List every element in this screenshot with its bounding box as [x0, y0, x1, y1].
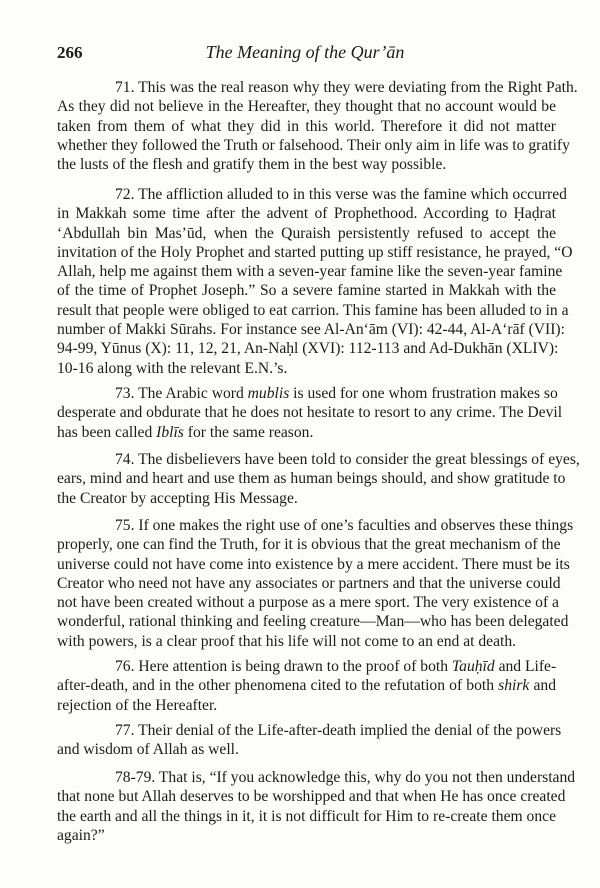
text-line: [57, 555, 570, 574]
text-line: [57, 78, 578, 97]
text-line: [57, 740, 556, 759]
text-line: [57, 489, 556, 508]
text-segment: again?”: [57, 826, 105, 844]
text-segment: Creator who need not have any associates or partners and that the universe could: [57, 574, 561, 592]
text-segment: of the time of Prophet Joseph.” So a severe famine started in Makkah with the: [57, 282, 556, 300]
italic-term: shirk: [498, 677, 530, 695]
note-paragraph: [57, 768, 576, 845]
text-segment: taken from them of what they did in this world. Therefore it did not matter: [57, 117, 556, 135]
text-segment: wonderful, rational thinking and feeling creature—Man—who has been delegated: [57, 613, 569, 631]
note-paragraph: [57, 185, 573, 378]
text-segment: 72. The affliction alluded to in this verse was the famine which occurred: [115, 186, 567, 203]
text-segment: and wisdom of Allah as well.: [57, 741, 239, 759]
text-segment: and: [529, 677, 556, 695]
text-segment: ‘Abdullah bin Mas’ūd, when the Quraish persistently refused to accept the: [57, 224, 556, 242]
text-segment: after-death, and in the other phenomena cited to the refutation of both: [57, 677, 499, 695]
text-segment: 73. The Arabic word: [115, 385, 248, 402]
text-segment: not have been created without a purpose as a mere sport. The very existence of a: [57, 594, 559, 612]
text-segment: with powers, is a clear proof that his life will not come to an end at death.: [57, 632, 517, 650]
text-segment: desperate and obdurate that he does not hesitate to resort to any crime. The Devil: [57, 404, 563, 422]
text-line: [57, 224, 556, 243]
text-line: [57, 657, 556, 676]
text-line: [57, 450, 580, 469]
text-segment: that none but Allah deserves to be worshipped and that when He has once created: [57, 788, 566, 806]
note-paragraph: [57, 384, 563, 442]
text-segment: invitation of the Holy Prophet and started putting up stiff resistance, he prayed, “O: [57, 243, 573, 261]
text-line: [57, 535, 561, 554]
text-segment: 76. Here attention is being drawn to the proof of both: [115, 658, 452, 675]
text-line: [57, 262, 563, 281]
text-line: [57, 826, 556, 845]
text-line: [57, 593, 559, 612]
text-line: [57, 768, 576, 787]
text-segment: 10-16 along with the relevant E.N.’s.: [57, 359, 288, 377]
note-paragraph: [57, 78, 578, 174]
text-segment: result that people were obliged to eat carrion. This famine has been alluded to in a: [57, 301, 569, 319]
text-line: [57, 696, 556, 715]
text-line: [57, 243, 573, 262]
text-line: [57, 301, 569, 320]
text-line: [57, 320, 565, 339]
note-paragraph: [57, 721, 562, 760]
text-line: [57, 185, 567, 204]
text-line: [57, 281, 556, 300]
text-line: [57, 807, 556, 826]
text-segment: ears, mind and heart and use them as human beings should, and show gratitude to: [57, 470, 566, 488]
text-segment: the earth and all the things in it, it is not difficult for Him to re-create them once: [57, 807, 556, 825]
text-line: [57, 721, 562, 740]
text-line: [57, 204, 556, 223]
text-segment: is used for one whom frustration makes so: [289, 385, 558, 402]
note-paragraph: [57, 450, 580, 508]
text-segment: and Life-: [494, 658, 557, 675]
page-number: 266: [57, 43, 83, 62]
text-line: [57, 423, 556, 442]
running-title: The Meaning of the Qur’ān: [205, 42, 405, 62]
text-line: [57, 117, 556, 136]
text-segment: has been called: [57, 423, 157, 441]
italic-term: Iblīs: [156, 423, 184, 441]
italic-term: mublis: [247, 385, 290, 402]
italic-term: Tauḥīd: [451, 658, 495, 675]
text-segment: As they did not believe in the Hereafter, they thought that no account would be: [57, 98, 556, 116]
text-line: [57, 787, 566, 806]
text-segment: 74. The disbelievers have been told to consider the great blessings of eyes,: [115, 451, 580, 468]
text-segment: the Creator by accepting His Message.: [57, 489, 298, 507]
text-line: [57, 516, 574, 535]
text-segment: 94-99, Yūnus (X): 11, 12, 21, An-Naḥl (XVI): 112-113 and Ad-Dukhān (XLIV):: [57, 340, 559, 358]
text-line: [57, 384, 556, 403]
text-segment: for the same reason.: [183, 423, 314, 441]
text-segment: 78-79. That is, “If you acknowledge this, why do you not then understand: [115, 769, 576, 786]
text-segment: number of Makki Sūrahs. For instance see Al-An‘ām (VI): 42-44, Al-A‘rāf (VII):: [57, 321, 565, 339]
text-segment: 75. If one makes the right use of one’s faculties and observes these things: [115, 517, 574, 534]
text-line: [57, 97, 556, 116]
text-segment: universe could not have come into existence by a mere accident. There must be its: [57, 555, 570, 573]
text-line: [57, 403, 563, 422]
text-segment: 71. This was the real reason why they were deviating from the Right Path.: [115, 79, 578, 96]
text-line: [57, 632, 556, 651]
note-paragraph: [57, 516, 574, 651]
text-line: [57, 469, 566, 488]
text-line: [57, 155, 556, 174]
text-segment: properly, one can find the Truth, for it is obvious that the great mechanism of the: [57, 536, 561, 554]
text-line: [57, 612, 569, 631]
text-segment: whether they followed the Truth or falsehood. Their only aim in life was to gratify: [57, 136, 570, 154]
text-segment: Allah, help me against them with a seven-year famine like the seven-year famine: [57, 263, 563, 281]
text-line: [57, 676, 556, 695]
note-paragraph: [57, 657, 556, 715]
text-line: [57, 339, 559, 358]
text-line: [57, 136, 570, 155]
text-line: [57, 359, 556, 378]
text-segment: 77. Their denial of the Life-after-death implied the denial of the powers: [115, 722, 562, 739]
text-segment: rejection of the Hereafter.: [57, 696, 218, 714]
text-line: [57, 574, 561, 593]
text-segment: the lusts of the flesh and gratify them in the best way possible.: [57, 156, 447, 174]
text-segment: in Makkah some time after the advent of Prophethood. According to Ḥaḍrat: [57, 205, 556, 223]
